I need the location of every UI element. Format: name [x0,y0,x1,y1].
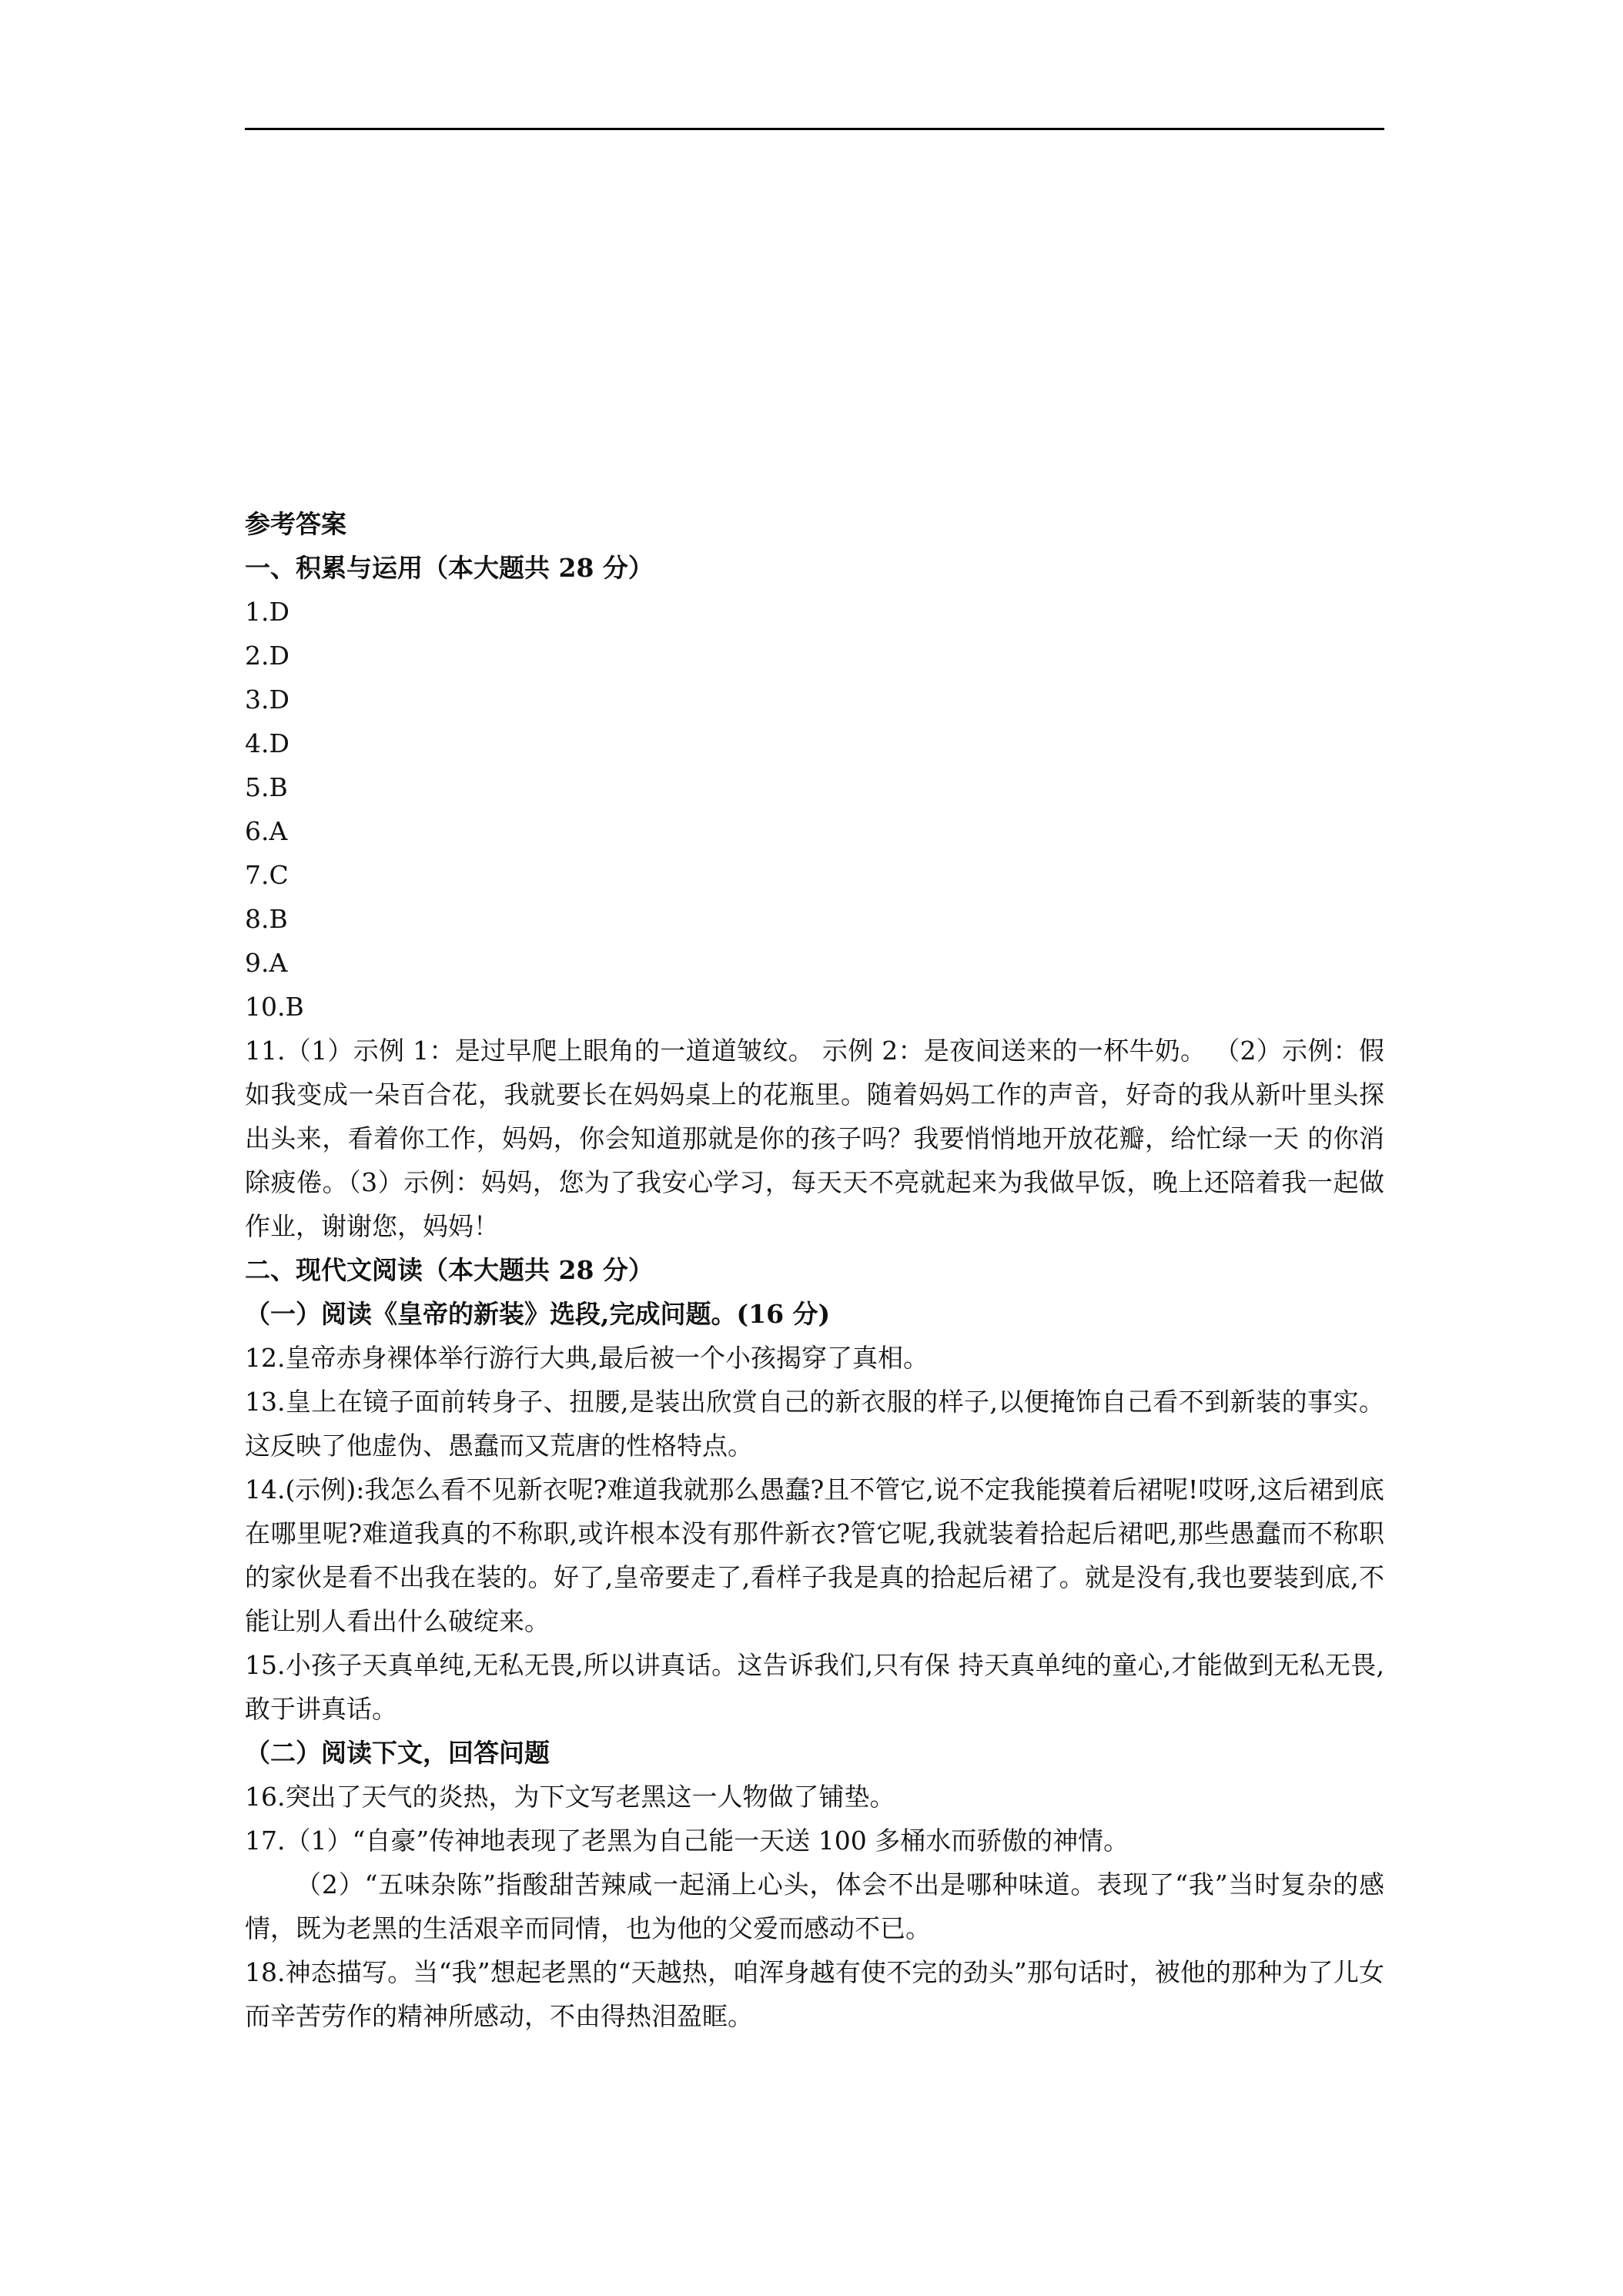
answer-8: 8.B [245,904,288,934]
answer-11: 11.（1）示例 1：是过早爬上眼角的一道道皱纹。 示例 2：是夜间送来的一杯牛奶。 （2）示例：假如我变成一朵百合花，我就要长在妈妈桌上的花瓶里。随着妈妈工作的声音，好奇的我从新叶里头探出头来，看着你工作，妈妈，你会知道那就是你的孩子吗？我要悄悄地开放花瓣，给忙绿一天 的你消除疲倦。（3）示例：妈妈，您为了我安心学习，每天天不亮就起来为我做早饭，晚上还陪着我一起做作业，谢谢您，妈妈！ [245,1036,1384,1241]
page-title: 参考答案 [245,509,346,539]
section-2-title: 二、现代文阅读（本大题共 28 分） [245,1255,654,1285]
answer-18: 18.神态描写。当“我”想起老黑的“天越热，咱浑身越有使不完的劲头”那句话时，被他的那种为了儿女而辛苦劳作的精神所感动，不由得热泪盈眶。 [245,1957,1384,2031]
answer-12: 12.皇帝赤身裸体举行游行大典,最后被一个小孩揭穿了真相。 [245,1343,929,1373]
answer-1: 1.D [245,597,289,627]
answer-17-1: 17.（1）“自豪”传神地表现了老黑为自己能一天送 100 多桶水而骄傲的神情。 [245,1826,1129,1856]
part-1-title: （一）阅读《皇帝的新装》选段,完成问题。(16 分) [245,1299,831,1329]
part-2-title: （二）阅读下文，回答问题 [245,1738,550,1768]
answer-17-2: （2）“五味杂陈”指酸甜苦辣咸一起涌上心头，体会不出是哪种味道。表现了“我”当时复杂的感情，既为老黑的生活艰辛而同情，也为他的父爱而感动不已。 [245,1869,1384,1943]
answer-16: 16.突出了天气的炎热，为下文写老黑这一人物做了铺垫。 [245,1782,895,1812]
answer-4: 4.D [245,728,289,758]
answer-5: 5.B [245,772,288,802]
answer-2: 2.D [245,641,289,671]
answer-10: 10.B [245,992,304,1022]
answer-15: 15.小孩子天真单纯,无私无畏,所以讲真话。这告诉我们,只有保 持天真单纯的童心,才能做到无私无畏,敢于讲真话。 [245,1650,1384,1724]
answer-key [245,502,1384,2038]
answer-13: 13.皇上在镜子面前转身子、扭腰,是装出欣赏自己的新衣服的样子,以便掩饰自己看不到新装的事实。这反映了他虚伪、愚蠢而又荒唐的性格特点。 [245,1387,1384,1461]
section-1-title: 一、积累与运用（本大题共 28 分） [245,553,654,583]
answer-9: 9.A [245,948,288,978]
answer-14: 14.(示例):我怎么看不见新衣呢?难道我就那么愚蠢?且不管它,说不定我能摸着后裙呢!哎呀,这后裙到底在哪里呢?难道我真的不称职,或许根本没有那件新衣?管它呢,我就装着拾起后裙吧,那些愚蠢而不称职的家伙是看不出我在装的。好了,皇帝要走了,看样子我是真的拾起后裙了。就是没有,我也要装到底,不能让别人看出什么破绽来。 [245,1474,1384,1636]
answer-3: 3.D [245,684,289,715]
answer-7: 7.C [245,860,289,890]
answer-6: 6.A [245,816,288,846]
header-rule [245,128,1384,130]
